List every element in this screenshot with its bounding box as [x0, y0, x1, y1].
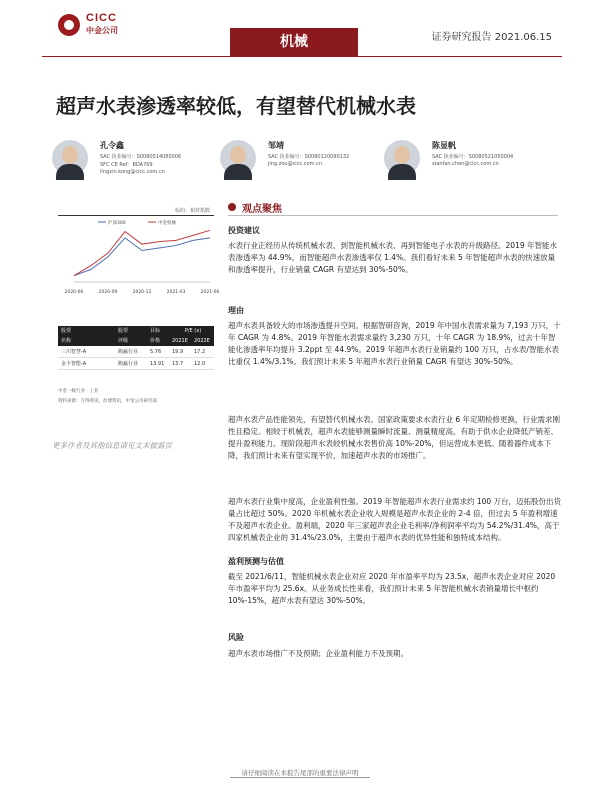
- analyst-email[interactable]: xianfan.chen@cicc.com.cn: [432, 161, 499, 167]
- x-tick-label: 2021-03: [166, 290, 186, 295]
- table-cell: 12.0: [194, 361, 206, 367]
- x-tick-label: 2020-09: [98, 290, 118, 295]
- table-header-cell: 评级: [118, 338, 129, 344]
- source-note: 资料来源：万得资讯，彭博资讯，中金公司研究部: [58, 399, 157, 404]
- paragraph: 水表行业正经历从传统机械水表、到智能机械水表、再到智能电子水表的升级路径。2019 年智能水表渗透率为 44.9%，而智能超声水表渗透率仅 1.4%。我们看好未来 5 年智能超声水表的快速放量和渗透率提升，行业销量 CAGR 有望达到 30%-50%。: [228, 241, 557, 274]
- table-cell: 5.76: [150, 349, 162, 355]
- logo-text-cn: 中金公司: [86, 26, 118, 35]
- paragraph: 超声水表行业集中度高，企业盈利性强。2019 年智能超声水表行业需求约 100 万台，迈拓股份出货量占比超过 50%。2020 年机械水表企业收入规模是超声水表企业的 2-4 倍，但过去 5 年盈利增速不及超声水表企业。盈利端，2020 年三家超声表企业毛利率/净利润率平均为 54.2%/31.4%，高于四家机械表企业的 31.4%/23.0%，主要由于超声水表的优异性能和独特成本结构。: [228, 497, 562, 542]
- footer-underline: [230, 777, 370, 778]
- table-row[interactable]: [58, 358, 214, 370]
- table-cell: 19.9: [172, 349, 184, 355]
- chart-svg: [58, 216, 220, 296]
- table-cell: 跑赢行业: [118, 349, 139, 355]
- avatar: [220, 140, 256, 176]
- table-header-cell: 名称: [61, 338, 72, 344]
- legend-label: 沪深300: [108, 221, 126, 226]
- table-cell: 三川智慧-A: [61, 349, 87, 355]
- stock-table: [58, 326, 214, 370]
- more-info-note[interactable]: 更多作者及其他信息请见文末披露页: [52, 441, 172, 450]
- table-row[interactable]: [58, 346, 214, 358]
- table-cell: 17.2: [194, 349, 206, 355]
- x-tick-label: 2020-12: [132, 290, 152, 295]
- analyst-sac: SAC 执业编号：S0080521050004: [432, 154, 514, 160]
- table-header-row: [58, 326, 214, 336]
- logo-text-en: CICC: [86, 12, 117, 24]
- table-cell: 13.91: [150, 361, 165, 367]
- avatar: [52, 140, 88, 176]
- analyst-sfc: SFC CE Ref：BDA769: [100, 162, 153, 168]
- table-header-cell: 目标: [150, 328, 161, 334]
- legend-label: 中金机械: [158, 221, 176, 226]
- paragraph: 超声水表产品性能领先，有望替代机械水表。国家政策要求水表行业 6 年定期检修更换，行业需求刚性且稳定。相较于机械表，超声水表能够测量瞬时流量、测量精度高，有助于供水企业降低产销差、提升盈利能力。现阶段超声水表较机械水表售价高 10%-20%，但运营成本更低。随着器件成本下降，我们预计未来有望实现平价，加速超声水表的市场推广。: [228, 415, 561, 460]
- industry-note: 中金一级行业：工业: [58, 389, 99, 394]
- table-cell: 金卡智能-A: [61, 361, 87, 367]
- category-tag: 机械: [230, 28, 358, 56]
- cicc-logo-icon: [58, 14, 80, 36]
- section-divider: [228, 215, 558, 216]
- x-tick-label: 2021-06: [200, 290, 220, 295]
- analyst-name: 孔令鑫: [100, 141, 124, 150]
- table-header-cell: 股票: [61, 328, 72, 334]
- section-bullet-icon: [228, 203, 236, 211]
- x-tick-label: 2020-06: [64, 290, 84, 295]
- table-header-cell: 价格: [150, 338, 161, 344]
- avatar: [384, 140, 420, 176]
- legal-footer[interactable]: 请仔细阅读在本报告尾部的重要法律声明: [241, 769, 359, 777]
- table-cell: 13.7: [172, 361, 184, 367]
- series-line: [74, 230, 210, 275]
- section-title: 观点聚焦: [242, 204, 282, 215]
- analyst-sac: SAC 执业编号：S0080514080006: [100, 154, 182, 160]
- relative-index-chart: [58, 215, 220, 295]
- paragraph: 超声水表市场推广不及预期；企业盈利能力不及预期。: [228, 649, 408, 658]
- heading-invest: 投资建议: [228, 226, 260, 235]
- analyst-email[interactable]: jing.zou@cicc.com.cn: [268, 161, 322, 167]
- chart-header: 标的：相对指数: [174, 208, 210, 214]
- table-header-cell: P/E (x): [184, 328, 202, 334]
- table-header-cell: 2021E: [172, 338, 188, 344]
- heading-valuation: 盈利预测与估值: [228, 557, 284, 566]
- analyst-name: 邹靖: [268, 141, 284, 150]
- series-line: [74, 238, 210, 276]
- table-header-cell: 股票: [118, 328, 129, 334]
- report-title: 超声水表渗透率较低，有望替代机械水表: [56, 94, 416, 118]
- table-cell: 跑赢行业: [118, 361, 139, 367]
- heading-reason: 理由: [228, 306, 244, 315]
- heading-risk: 风险: [228, 633, 244, 642]
- paragraph: 超声水表具备较大的市场渗透提升空间。根据智研咨询，2019 年中国水表需求量为 7,193 万只，十年 CAGR 为 4.8%。2019 年智能水表需求量约 3,230 万只，十年 CAGR 为 18.9%，过去十年智能化渗透率年均提升 3.2ppt 至 44.9%。2019 年超声水表行业销量约 100 万只，占水表/智能水表比重仅 1.4%/3.1%。我们预计未来 5 年超声水表行业销量 CAGR 有望达 30%-50%。: [228, 321, 561, 366]
- report-type-date: 证券研究报告 2021.06.15: [431, 32, 552, 43]
- analyst-email[interactable]: lingxin.kong@cicc.com.cn: [100, 169, 165, 175]
- paragraph: 截至 2021/6/11，智能机械水表企业对应 2020 年市盈率平均为 23.5x，超声水表企业对应 2020 年市盈率平均为 25.6x。从业务成长性来看，我们预计未来 5 年智能机械水表销量增长中枢约 10%-15%，超声水表有望达 30%-50%。: [228, 572, 556, 605]
- analyst-name: 陈显帆: [432, 141, 456, 150]
- analyst-sac: SAC 执业编号：S0080120090132: [268, 154, 350, 160]
- table-header-cell: 2022E: [194, 338, 210, 344]
- table-subheader-row: [58, 336, 214, 346]
- header-divider: [42, 56, 562, 57]
